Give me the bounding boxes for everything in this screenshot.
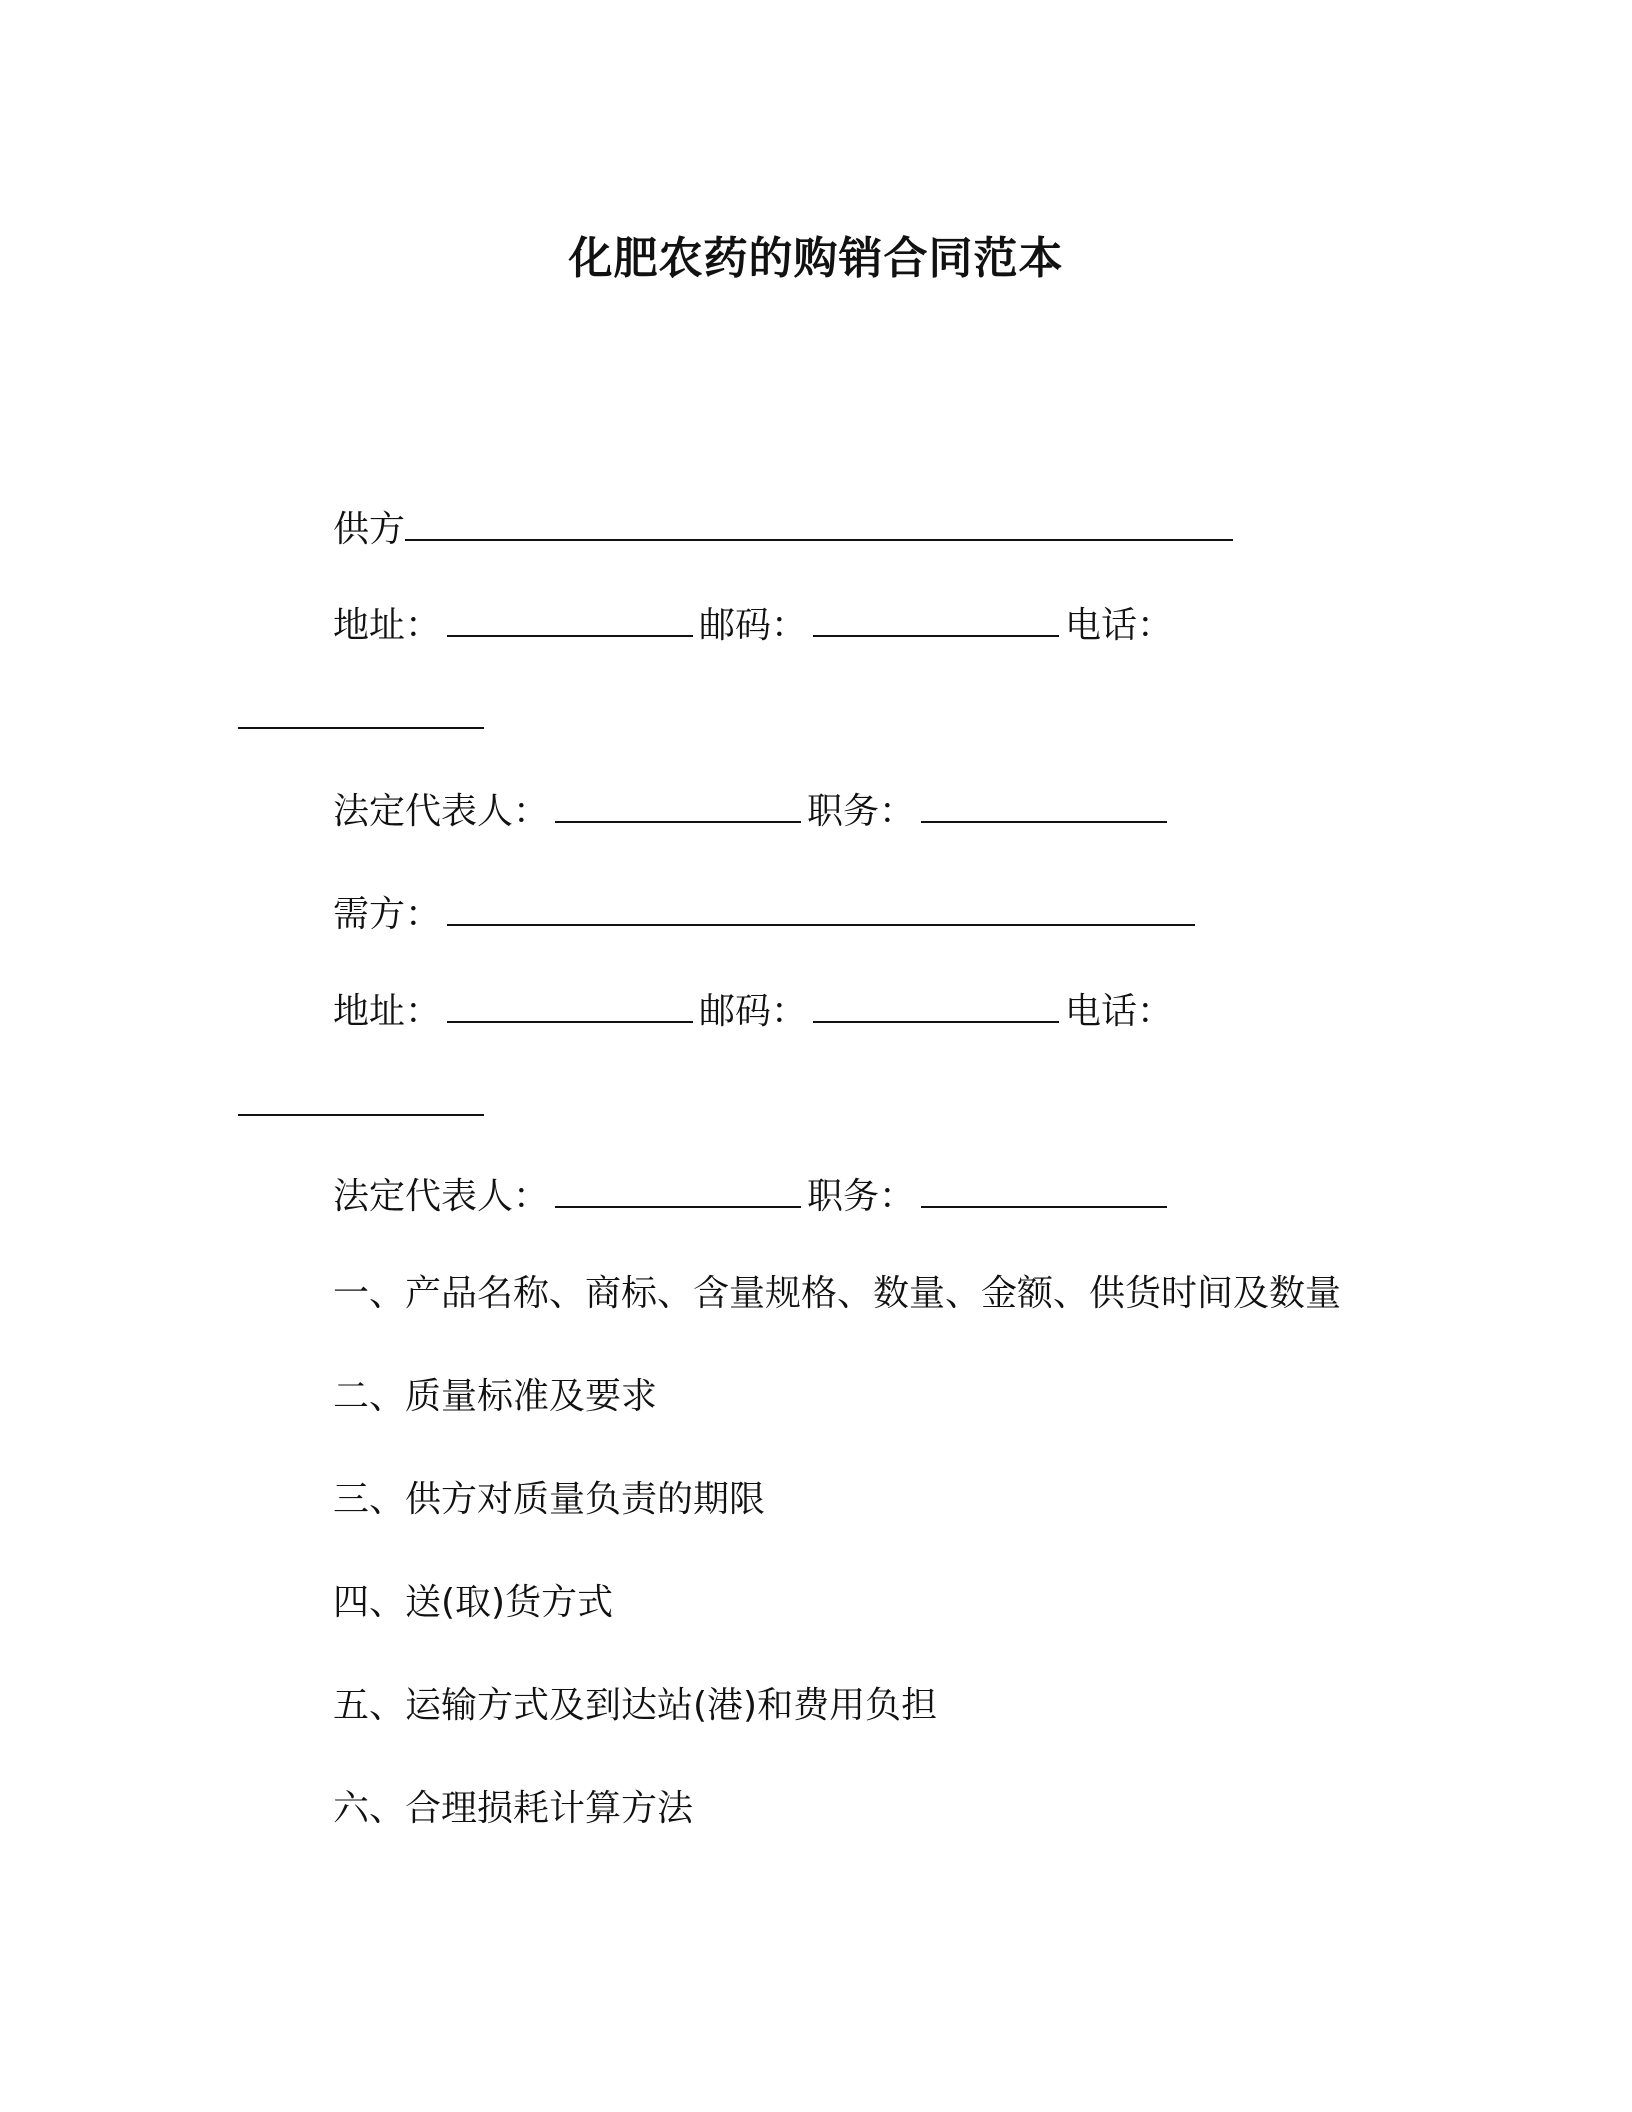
document-title: 化肥农药的购销合同范本 [568, 233, 1064, 284]
supplier-phone-blank[interactable] [238, 697, 484, 729]
buyer-postcode-label: 邮码： [699, 991, 808, 1032]
buyer-phone-line [238, 1083, 490, 1127]
buyer-position-label: 职务： [807, 1176, 916, 1217]
buyer-phone-label: 电话： [1065, 991, 1174, 1032]
supplier-rep-blank[interactable] [555, 791, 801, 823]
section-heading-1: 一、产品名称、商标、含量规格、数量、金额、供货时间及数量 [333, 1273, 1342, 1314]
supplier-line [333, 508, 1239, 552]
supplier-phone-label: 电话： [1065, 605, 1174, 646]
buyer-line [333, 893, 1201, 937]
buyer-rep-blank[interactable] [555, 1176, 801, 1208]
buyer-rep-label: 法定代表人： [333, 1176, 550, 1217]
section-heading-2: 二、质量标准及要求 [333, 1376, 658, 1417]
buyer-address-blank[interactable] [447, 991, 693, 1023]
section-heading-6: 六、合理损耗计算方法 [333, 1788, 694, 1829]
supplier-blank[interactable] [405, 509, 1233, 541]
section-heading-3: 三、供方对质量负责的期限 [333, 1479, 766, 1520]
supplier-position-blank[interactable] [921, 791, 1167, 823]
buyer-position-blank[interactable] [921, 1176, 1167, 1208]
buyer-postcode-blank[interactable] [813, 991, 1059, 1023]
buyer-contact-line [333, 990, 1173, 1034]
section-heading-4: 四、送(取)货方式 [333, 1582, 614, 1623]
section-heading-5: 五、运输方式及到达站(港)和费用负担 [333, 1685, 938, 1726]
supplier-postcode-label: 邮码： [699, 605, 808, 646]
buyer-address-label: 地址： [333, 991, 442, 1032]
supplier-address-label: 地址： [333, 605, 442, 646]
buyer-rep-line [333, 1175, 1173, 1219]
supplier-address-blank[interactable] [447, 605, 693, 637]
supplier-phone-line [238, 696, 490, 740]
supplier-position-label: 职务： [807, 791, 916, 832]
supplier-postcode-blank[interactable] [813, 605, 1059, 637]
supplier-contact-line [333, 604, 1173, 648]
buyer-phone-blank[interactable] [238, 1084, 484, 1116]
buyer-blank[interactable] [447, 894, 1195, 926]
supplier-rep-line [333, 790, 1173, 834]
supplier-rep-label: 法定代表人： [333, 791, 550, 832]
supplier-label: 供方 [333, 509, 406, 550]
buyer-label: 需方： [333, 894, 442, 935]
